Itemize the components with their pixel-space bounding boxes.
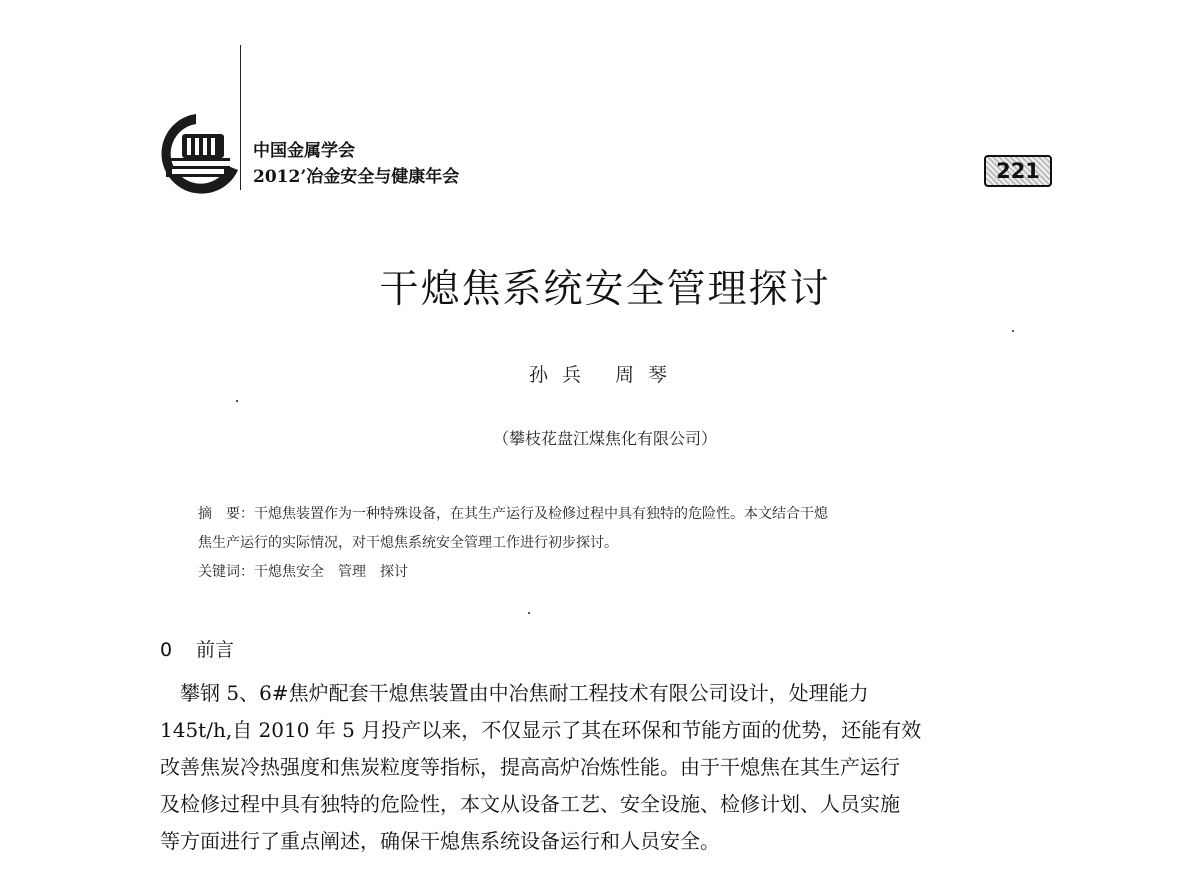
header-organization — [253, 138, 459, 190]
body-line: 等方面进行了重点阐述，确保干熄焦系统设备运行和人员安全。 — [160, 829, 720, 853]
keyword: 干熄焦安全 — [254, 564, 324, 580]
section-title: 前言 — [196, 639, 235, 661]
keyword: 管理 — [338, 564, 366, 580]
society-emblem-icon — [152, 108, 242, 200]
scan-speck — [1012, 330, 1014, 332]
keywords-label: 关键词： — [198, 564, 254, 580]
paper-authors: 孙兵 周琴 — [528, 364, 682, 386]
body-line: 及检修过程中具有独特的危险性，本文从设备工艺、安全设施、检修计划、人员实施 — [160, 792, 900, 816]
scan-speck — [236, 400, 238, 402]
section-body — [160, 675, 1065, 860]
body-line: 改善焦炭冷热强度和焦炭粒度等指标，提高高炉冶炼性能。由于干熄焦在其生产运行 — [160, 755, 900, 779]
abstract-line: 焦生产运行的实际情况，对干熄焦系统安全管理工作进行初步探讨。 — [198, 535, 618, 551]
paper-affiliation: （攀枝花盘江煤焦化有限公司） — [492, 429, 717, 448]
conference-name: 2012’冶金安全与健康年会 — [253, 167, 460, 187]
body-line: 攀钢 5、6#焦炉配套干熄焦装置由中冶焦耐工程技术有限公司设计，处理能力 — [180, 681, 869, 705]
section-heading — [160, 636, 234, 664]
paper-title: 干熄焦系统安全管理探讨 — [379, 267, 831, 312]
org-name: 中国金属学会 — [253, 141, 355, 161]
keywords-line — [198, 558, 828, 587]
abstract-block — [198, 500, 828, 587]
abstract-line: 摘 要：干熄焦装置作为一种特殊设备，在其生产运行及检修过程中具有独特的危险性。本文结合干熄 — [198, 506, 828, 522]
body-line: 145t/h,自 2010 年 5 月投产以来，不仅显示了其在环保和节能方面的优势，还能有效 — [160, 718, 922, 742]
scan-speck — [528, 612, 530, 614]
keyword: 探讨 — [380, 564, 408, 580]
section-number: 0 — [160, 639, 173, 661]
page-number-badge: 221 — [984, 155, 1052, 187]
